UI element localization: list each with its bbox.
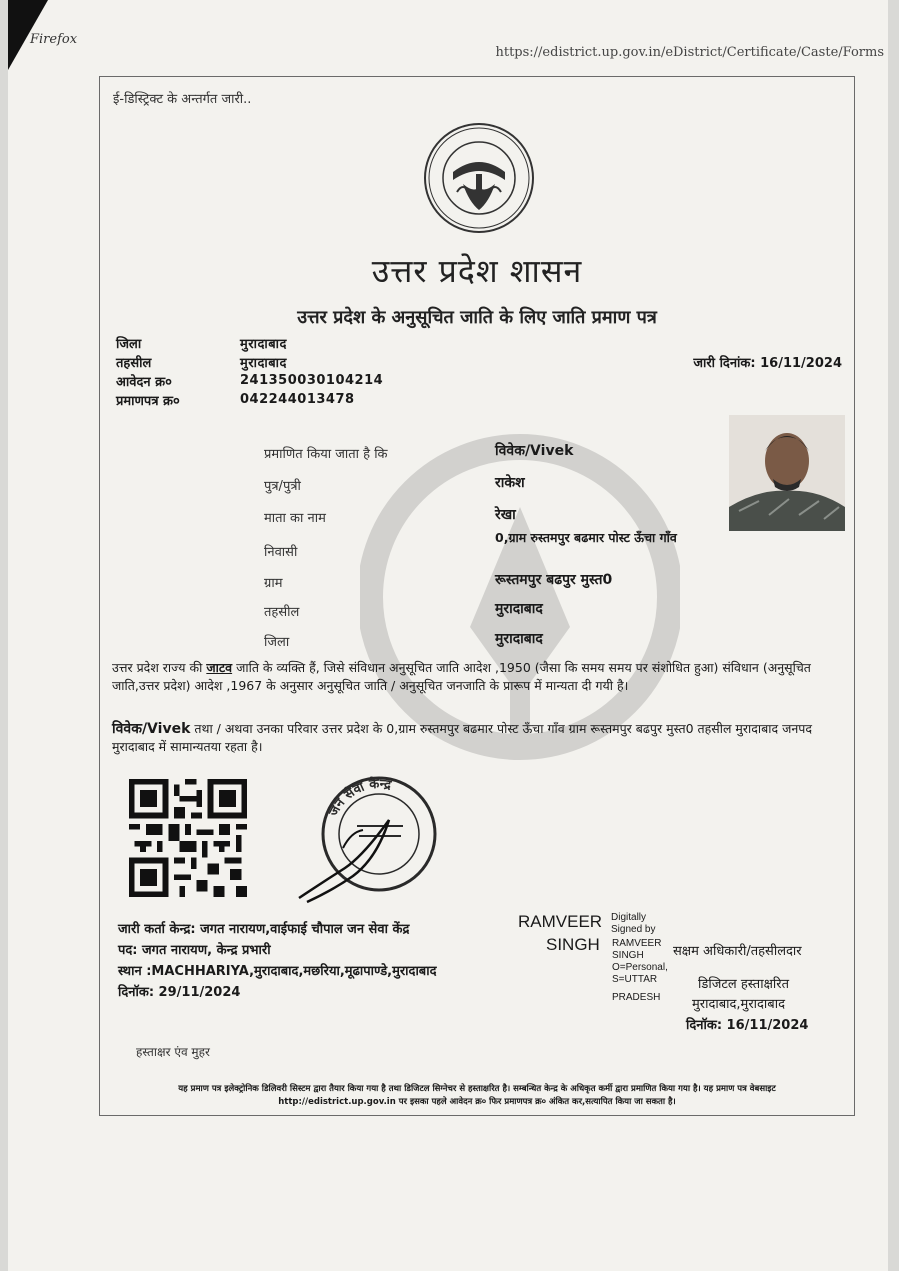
certified-label: प्रमाणित किया जाता है कि bbox=[264, 447, 388, 462]
jan-seva-kendra-stamp-icon bbox=[293, 772, 443, 908]
village-value: रूस्तमपुर बढपुर मुस्त0 bbox=[495, 572, 613, 588]
issue-date: जारी दिनांक: 16/11/2024 bbox=[693, 356, 842, 371]
caste-statement-part2: जाति के व्यक्ति हैं, जिसे संविधान अनुसूचित जाति आदेश ,1950 (जैसा कि समय समय पर संशोधित हुआ) संविधान (अनुसूचित जाति,उत्तर प्रदेश) आदेश ,1967 के अनुसार अनुसूचित जाति / अनुसूचित जनजाति के प्रारूप में मान्यता दी गयी है। bbox=[112, 660, 811, 693]
stamp-text: जन सेवा केन्द्र bbox=[326, 776, 393, 819]
caste-statement-part1: उत्तर प्रदेश राज्य की bbox=[112, 660, 207, 675]
residence-name: विवेक/Vivek bbox=[112, 721, 191, 737]
ds-line-2: Signed by bbox=[611, 924, 656, 935]
browser-name: Firefox bbox=[30, 32, 78, 47]
government-title: उत्तर प्रदेश शासन bbox=[371, 252, 583, 290]
tehsil-label: तहसील bbox=[116, 355, 152, 371]
ds-line-5: O=Personal, bbox=[612, 962, 668, 973]
residence-text: तथा / अथवा उनका परिवार उत्तर प्रदेश के 0,ग्राम रुस्तमपुर बढमार पोस्ट ऊँचा गाँव ग्राम रूस्तमपुर बढपुर मुस्त0 तहसील मुरादाबाद जनपद मुरादाबाद में सामान्यतया रहता है। bbox=[112, 721, 813, 754]
certificate bbox=[99, 76, 855, 1116]
signer-last-name: SINGH bbox=[546, 935, 600, 954]
authority-title: सक्षम अधिकारी/तहसीलदार bbox=[673, 944, 802, 959]
authority-date: दिनॉक: 16/11/2024 bbox=[686, 1018, 809, 1033]
child-of-label: पुत्र/पुत्री bbox=[264, 479, 301, 494]
verification-footer: यह प्रमाण पत्र इलेक्ट्रोनिक डिलिवरी सिस्टम द्वारा तैयार किया गया है तथा डिजिटल सिग्नेचर से हस्ताक्षरित है। सम्बन्धित केन्द्र के अधिकृत कर्मी द्वारा प्रमाणित किया गया है। यह प्रमाण पत्र वेबसाइट http://edistrict.up.gov.in पर इसका पहले आवेदन क्र० फिर प्रमाणपत्र क्र० अंकित कर,सत्यापित किया जा सकता है। bbox=[178, 1084, 776, 1107]
ds-line-6: S=UTTAR bbox=[612, 974, 658, 985]
digitally-signed-label: डिजिटल हस्ताक्षरित bbox=[698, 977, 789, 992]
qr-code-icon bbox=[128, 779, 248, 897]
village-label: ग्राम bbox=[264, 576, 283, 591]
ds-line-7: PRADESH bbox=[612, 992, 661, 1003]
authority-place: मुरादाबाद,मुरादाबाद bbox=[692, 997, 785, 1012]
issuer-post: पद: जगत नारायण, केन्द्र प्रभारी bbox=[118, 943, 271, 958]
district-label: जिला bbox=[116, 336, 142, 352]
detail-tehsil-label: तहसील bbox=[264, 605, 300, 620]
application-label: आवेदन क्र० bbox=[116, 374, 172, 390]
certificate-title: उत्तर प्रदेश के अनुसूचित जाति के लिए जाति प्रमाण पत्र bbox=[297, 307, 657, 328]
digital-signature bbox=[518, 912, 666, 1012]
ds-line-4: SINGH bbox=[612, 950, 644, 961]
detail-district-value: मुरादाबाद bbox=[495, 631, 543, 647]
application-number: 241350030104214 bbox=[240, 373, 384, 388]
caste-name: जाटव bbox=[206, 660, 233, 675]
svg-text:जन सेवा केन्द्र bbox=[326, 776, 394, 820]
certificate-number: 042244013478 bbox=[240, 392, 355, 407]
issuer-date: दिनॉक: 29/11/2024 bbox=[118, 985, 241, 1000]
residence-statement bbox=[112, 720, 842, 756]
caste-statement bbox=[112, 659, 842, 695]
tehsil-value: मुरादाबाद bbox=[240, 355, 287, 371]
issuer-block bbox=[118, 919, 437, 1003]
signer-first-name: RAMVEER bbox=[518, 912, 603, 931]
detail-tehsil-value: मुरादाबाद bbox=[495, 601, 543, 617]
meta-block bbox=[116, 333, 383, 409]
applicant-name: विवेक/Vivek bbox=[495, 443, 574, 459]
father-name: राकेश bbox=[495, 475, 525, 491]
issued-under-note: ई-डिस्ट्रिक्ट के अन्तर्गत जारी.. bbox=[113, 92, 252, 107]
detail-district-label: जिला bbox=[264, 635, 290, 650]
issuer-place: स्थान :MACHHARIYA,मुरादाबाद,मछरिया,मूढापाण्डे,मुरादाबाद bbox=[118, 964, 437, 979]
issuer-center: जारी कर्ता केन्द्र: जगत नारायण,वाईफाई चौपाल जन सेवा केंद्र bbox=[118, 922, 410, 937]
resident-label: निवासी bbox=[264, 545, 298, 560]
ds-line-3: RAMVEER bbox=[612, 938, 662, 949]
ds-line-1: Digitally bbox=[611, 912, 647, 923]
resident-address: 0,ग्राम रुस्तमपुर बढमार पोस्ट ऊँचा गाँव bbox=[495, 530, 677, 545]
mother-label: माता का नाम bbox=[264, 511, 326, 526]
applicant-photo bbox=[729, 415, 845, 531]
signature-and-seal-label: हस्ताक्षर एंव मुहर bbox=[136, 1045, 210, 1059]
district-value: मुरादाबाद bbox=[240, 336, 287, 352]
browser-url: https://edistrict.up.gov.in/eDistrict/Certificate/Caste/Forms bbox=[495, 45, 884, 60]
certificate-label: प्रमाणपत्र क्र० bbox=[116, 393, 180, 409]
mother-name: रेखा bbox=[495, 507, 516, 523]
up-government-emblem-icon bbox=[423, 122, 535, 234]
